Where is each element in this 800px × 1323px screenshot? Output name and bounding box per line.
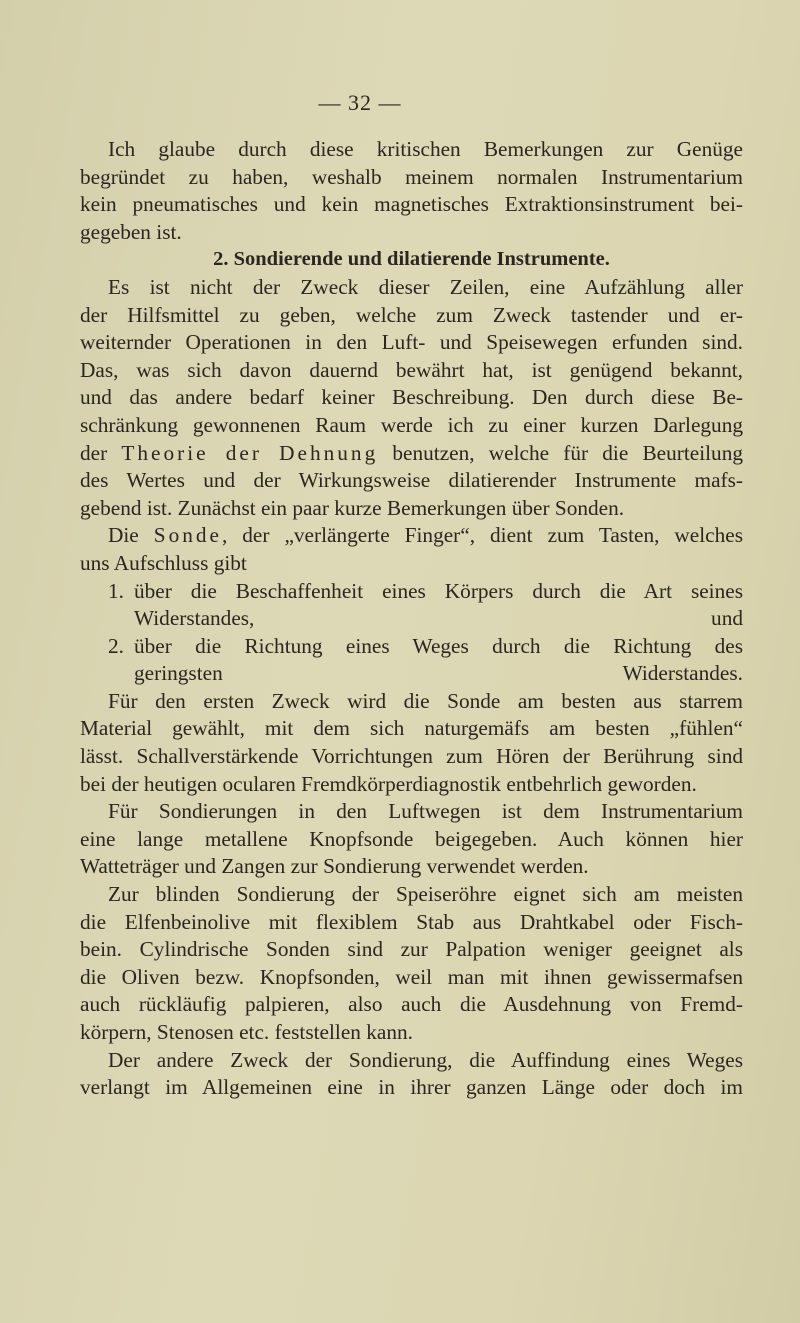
text-line: Widerstandes, und [134,606,743,631]
text-line: und das andere bedarf keiner Beschreibung. Den durch diese Be- [80,385,743,410]
text-line: begründet zu haben, weshalb meinem normalen Instrumentarium [80,164,743,189]
text-line: auch rückläufig palpieren, also auch die Ausdehnung von Fremd- [80,992,743,1017]
text-fragment: Die [108,523,154,548]
text-line: körpern, Stenosen etc. feststellen kann. [80,1020,413,1044]
paragraph-1 [80,274,743,522]
text-line: Es ist nicht der Zweck dieser Zeilen, eine Aufzählung aller [108,274,743,299]
text-line: schränkung gewonnenen Raum werde ich zu einer kurzen Darlegung [80,412,743,437]
section-heading: 2. Sondierende und dilatierende Instrumente. [213,248,610,271]
list-number: 2. [108,633,124,658]
list-number: 1. [108,578,124,603]
text-line: gebend ist. Zunächst ein paar kurze Bemerkungen über Sonden. [80,495,625,520]
list-item [108,633,743,688]
text-line: Watteträger und Zangen zur Sondierung verwendet werden. [80,854,589,879]
text-line: weiternder Operationen in den Luft- und Speisewegen erfunden sind. [80,330,743,355]
paragraph-3 [80,688,743,798]
text-line: Der andere Zweck der Sondierung, die Auffindung eines Weges [108,1047,743,1072]
text-line: uns Aufschluss gibt [80,550,247,575]
text-line: verlangt im Allgemeinen eine in ihrer ganzen Länge oder doch im [80,1075,743,1100]
text-line: Das, was sich davon dauernd bewährt hat, ist genügend bekannt, [80,357,743,382]
text-line: des Wertes und der Wirkungsweise dilatierender Instrumente mafs- [80,468,743,493]
text-line: eine lange metallene Knopfsonde beigegeben. Auch können hier [80,826,743,851]
spaced-term: Sonde [153,523,222,548]
paragraph-intro [80,136,743,246]
text-line: der Hilfsmittel zu geben, welche zum Zweck tastender und er- [80,302,743,327]
text-line: geringsten Widerstandes. [134,661,743,686]
text-fragment: der [80,440,122,465]
text-line: bein. Cylindrische Sonden sind zur Palpation weniger geeignet als [80,937,743,962]
page-number: — 32 — [318,90,402,115]
text-line: über die Richtung eines Weges durch die Richtung des [134,633,743,658]
text-line: kein pneumatisches und kein magnetisches Extraktionsinstrument bei- [80,192,743,217]
text-fragment: benutzen, welche für die Beurteilung [378,440,743,465]
text-line: lässt. Schallverstärkende Vorrichtungen zum Hören der Berührung sind [80,744,743,769]
paragraph-4 [80,798,743,881]
paragraph-2 [80,522,743,577]
text-line [80,440,743,468]
text-line: gegeben ist. [80,219,182,244]
text-line: über die Beschaffenheit eines Körpers durch die Art seines [134,578,743,603]
text-line: die Elfenbeinolive mit flexiblem Stab aus Drahtkabel oder Fisch- [80,909,743,934]
text-line: bei der heutigen ocularen Fremdkörperdiagnostik entbehrlich geworden. [80,771,697,796]
text-line: die Oliven bezw. Knopfsonden, weil man mit ihnen gewissermafsen [80,964,743,989]
text-line: Für Sondierungen in den Luftwegen ist dem Instrumentarium [108,799,743,824]
text-line: Für den ersten Zweck wird die Sonde am besten aus starrem [108,688,743,713]
body-text [80,136,743,1102]
paragraph-6 [80,1047,743,1102]
list-item [108,578,743,633]
spaced-term: Theorie der Dehnung [121,440,379,465]
text-line: Zur blinden Sondierung der Speiseröhre eignet sich am meisten [108,882,743,907]
paragraph-5 [80,881,743,1047]
text-line [80,522,743,550]
text-line: Material gewählt, mit dem sich naturgemäfs am besten „fühlen“ [80,716,743,741]
text-line: Ich glaube durch diese kritischen Bemerkungen zur Genüge [108,137,743,161]
text-fragment: , der „verlängerte Finger“, dient zum Tasten, welches [221,523,744,548]
